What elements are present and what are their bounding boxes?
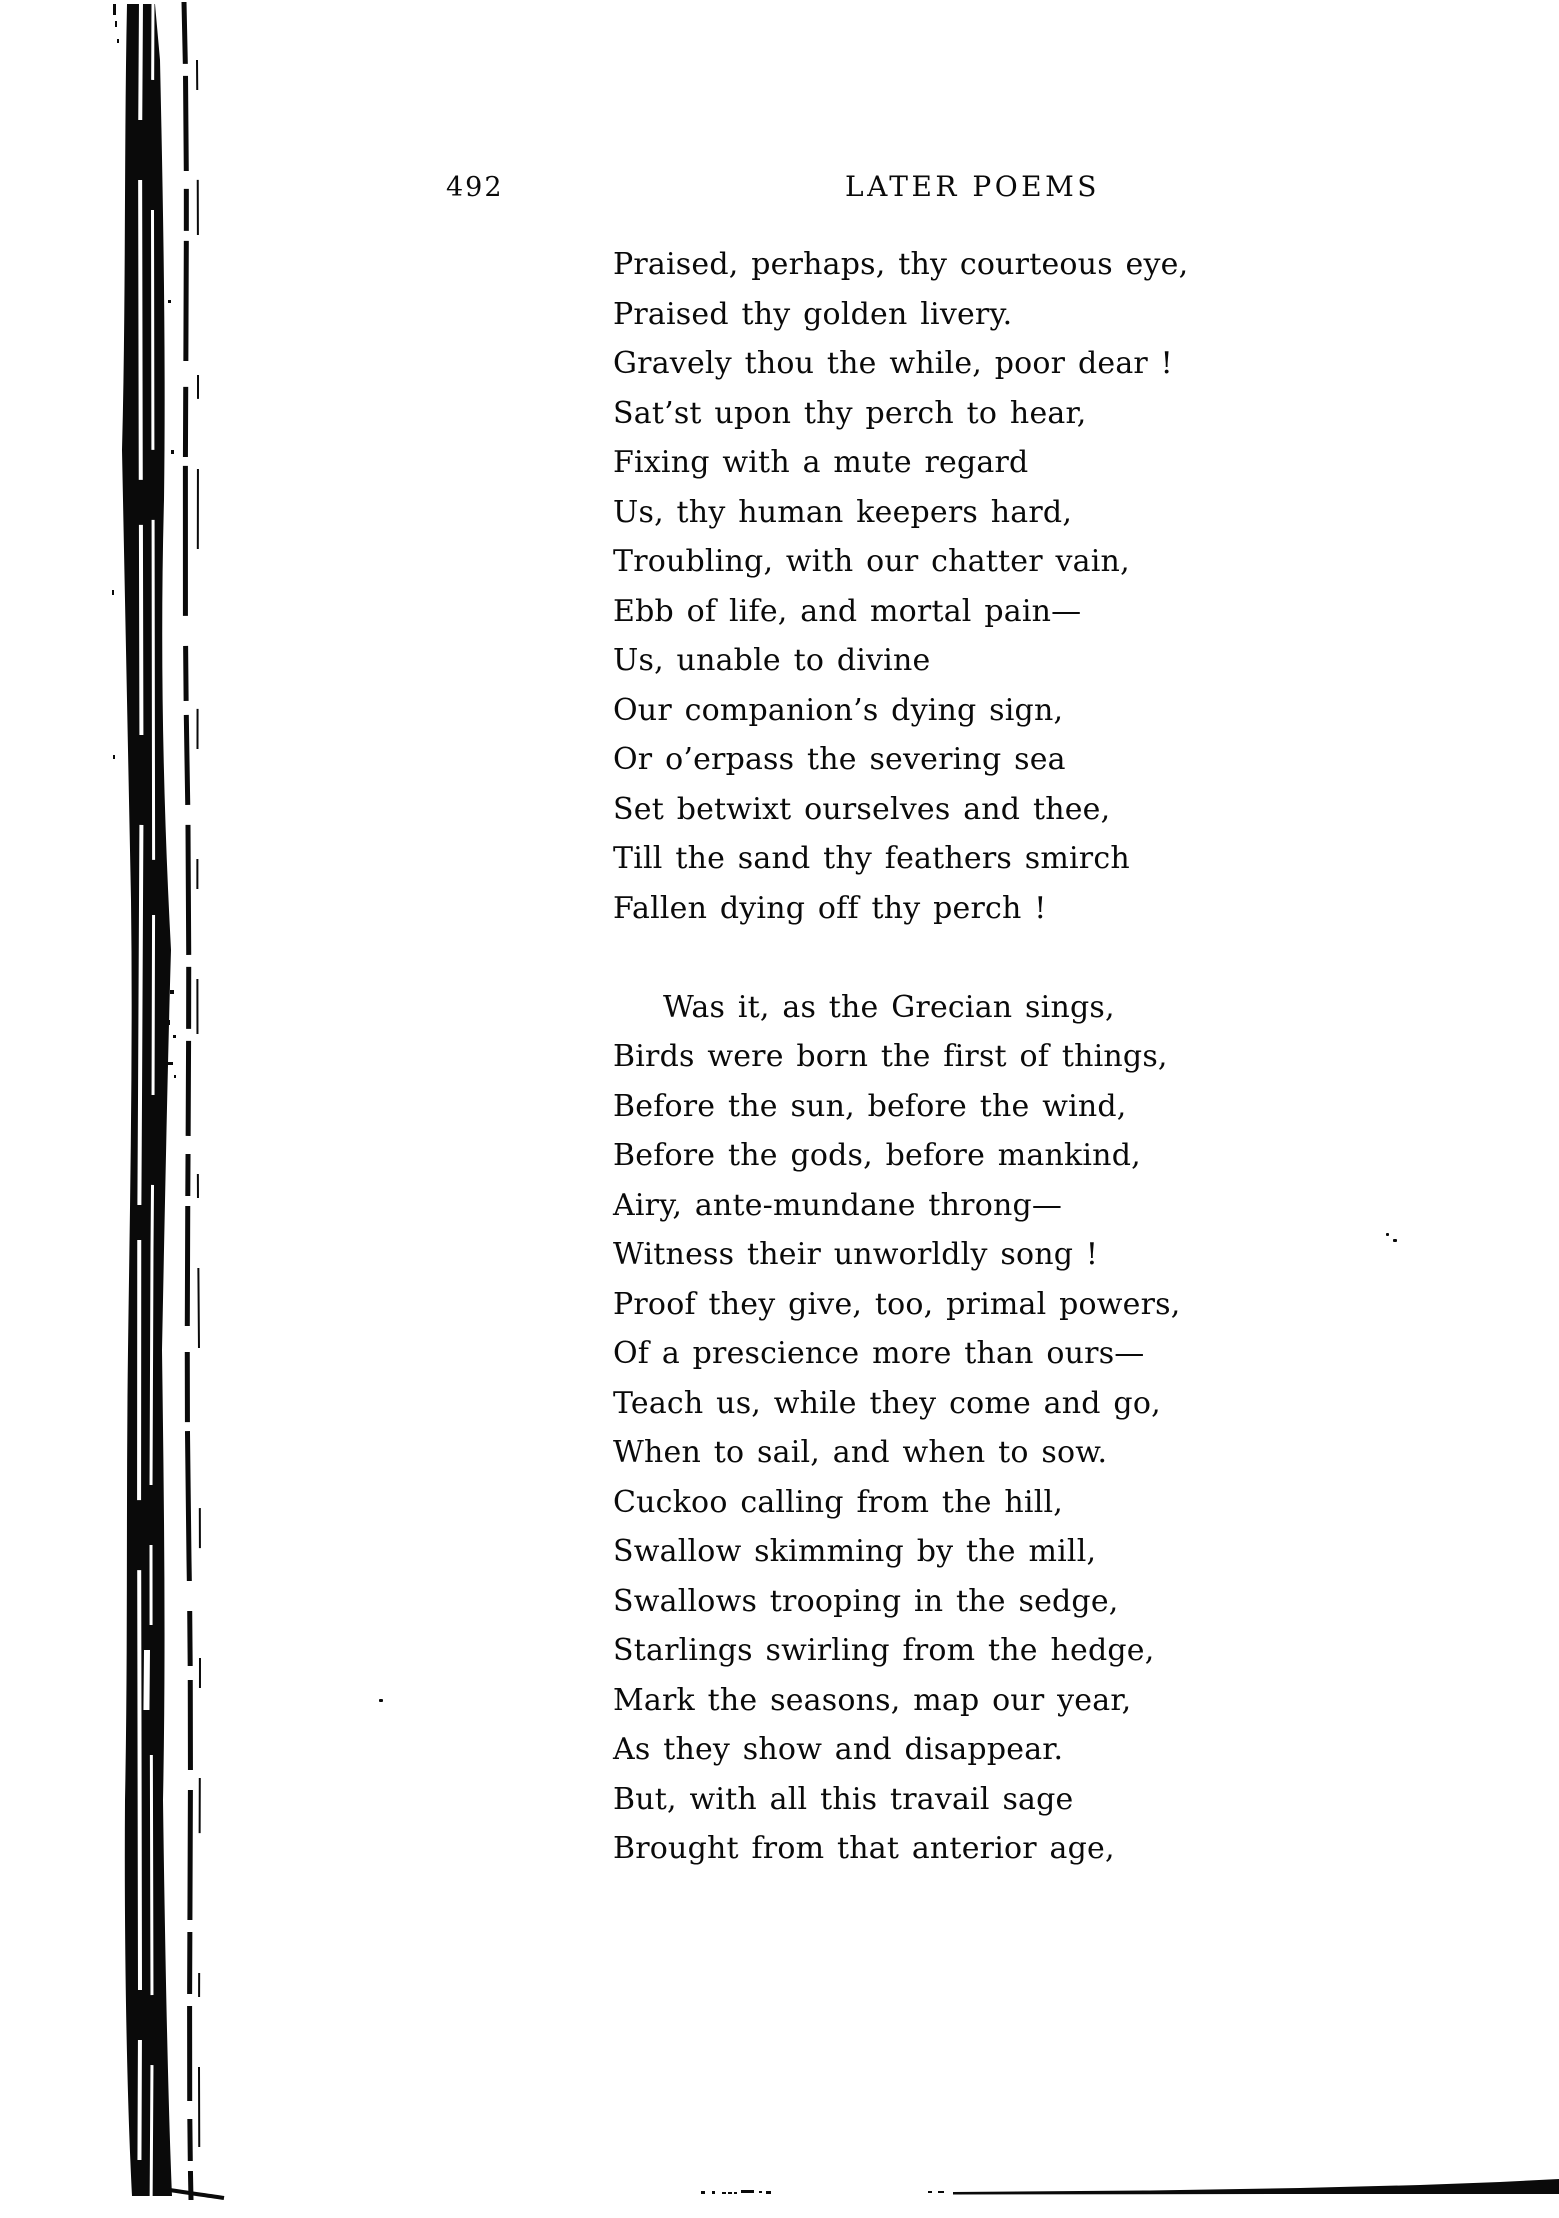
poem-line: Swallow skimming by the mill,: [613, 1534, 1097, 1569]
poem-line: Airy, ante-mundane throng—: [613, 1187, 1063, 1223]
poem-line: Before the gods, before mankind,: [613, 1138, 1141, 1173]
scan-speck: [1386, 1233, 1389, 1236]
poem-line: Sat’st upon thy perch to hear,: [613, 395, 1087, 431]
poem-line: Of a prescience more than ours—: [613, 1336, 1145, 1371]
poem-line: Fixing with a mute regard: [613, 445, 1029, 480]
poem-line: Fallen dying off thy perch !: [613, 890, 1047, 926]
scan-speck: [1393, 1239, 1397, 1242]
poem-line: Till the sand thy feathers smirch: [613, 841, 1130, 876]
scan-gutter-band: [0, 0, 240, 2218]
poem-line: Before the sun, before the wind,: [613, 1088, 1127, 1124]
scan-noise-wedge: [953, 2179, 1559, 2195]
poem-line: Us, unable to divine: [613, 643, 931, 678]
page-number: 492: [446, 172, 504, 203]
poem-line: Troubling, with our chatter vain,: [613, 544, 1130, 579]
poem-line: Ebb of life, and mortal pain—: [613, 593, 1082, 629]
running-head: LATER POEMS: [845, 170, 1100, 203]
poem-line: Proof they give, too, primal powers,: [613, 1286, 1181, 1322]
poem-line: But, with all this travail sage: [613, 1781, 1074, 1817]
poem-line: Us, thy human keepers hard,: [613, 494, 1073, 530]
poem-line: Brought from that anterior age,: [613, 1831, 1115, 1866]
poem-stanza: [613, 983, 1188, 1874]
poem-text: [613, 240, 1188, 1874]
poem-line: Set betwixt ourselves and thee,: [613, 791, 1111, 827]
poem-stanza: [613, 240, 1188, 933]
scan-speck: [379, 1699, 383, 1702]
scan-noise-bottom: [0, 2160, 1559, 2218]
poem-line: Was it, as the Grecian sings,: [663, 989, 1115, 1025]
poem-line: When to sail, and when to sow.: [613, 1435, 1108, 1470]
poem-line: Teach us, while they come and go,: [613, 1385, 1161, 1421]
scan-noise-dashes: [701, 2190, 771, 2194]
poem-line: Cuckoo calling from the hill,: [613, 1484, 1064, 1520]
poem-line: Birds were born the first of things,: [613, 1039, 1168, 1074]
poem-line: Praised, perhaps, thy courteous eye,: [613, 247, 1189, 282]
poem-line: Praised thy golden livery.: [613, 296, 1013, 332]
poem-line: Witness their unworldly song !: [613, 1237, 1099, 1272]
poem-line: Swallows trooping in the sedge,: [613, 1583, 1119, 1619]
poem-line: Or o’erpass the severing sea: [613, 742, 1066, 777]
poem-line: As they show and disappear.: [613, 1732, 1064, 1767]
poem-line: Gravely thou the while, poor dear !: [613, 346, 1173, 381]
poem-line: Our companion’s dying sign,: [613, 692, 1064, 728]
poem-line: Starlings swirling from the hedge,: [613, 1633, 1155, 1668]
poem-line: Mark the seasons, map our year,: [613, 1682, 1132, 1718]
